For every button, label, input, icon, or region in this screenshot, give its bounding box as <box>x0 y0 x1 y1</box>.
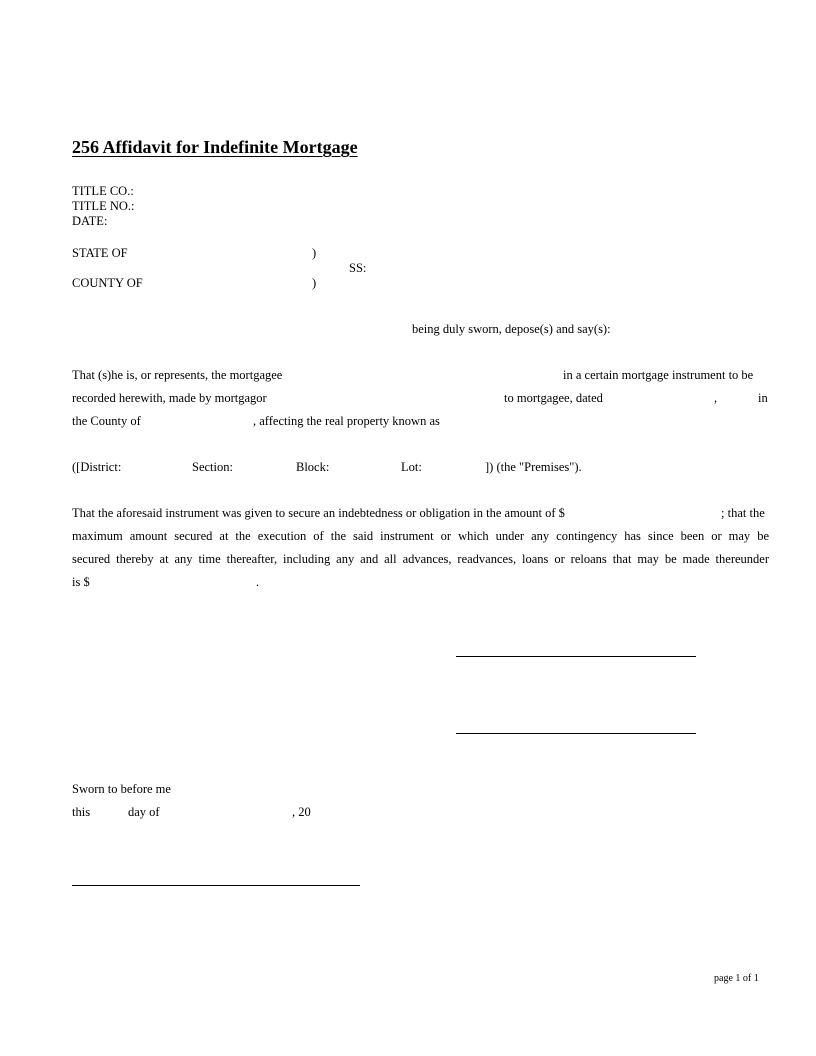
signature-line-1 <box>456 656 696 657</box>
date-label: DATE: <box>72 214 108 228</box>
venue-paren-1: ) <box>312 246 317 260</box>
para2-line3: secured thereby at any time thereafter, including any and all advances, readvances, loans or reloans that may be made thereunder <box>72 552 769 566</box>
notary-year: , 20 <box>292 805 311 819</box>
para1-line3-end: , affecting the real property known as <box>253 414 440 428</box>
notary-signature-line <box>72 885 360 886</box>
title-co-label: TITLE CO.: <box>72 184 134 198</box>
notary-day-of: day of <box>128 805 160 819</box>
district-label: ([District: <box>72 460 122 474</box>
county-of-label: COUNTY OF <box>72 276 143 290</box>
para1-line3-start: the County of <box>72 414 141 428</box>
block-label: Block: <box>296 460 330 474</box>
para1-line2-comma: , <box>714 391 718 405</box>
venue-paren-2: ) <box>312 276 317 290</box>
ss-label: SS: <box>349 261 367 275</box>
document-title: 256 Affidavit for Indefinite Mortgage <box>72 137 358 157</box>
para2-line1-end: ; that the <box>721 506 765 520</box>
para1-line2-start: recorded herewith, made by mortgagor <box>72 391 267 405</box>
page-number: page 1 of 1 <box>714 973 759 984</box>
para2-line4-start: is $ <box>72 575 90 589</box>
para1-line1-start: That (s)he is, or represents, the mortgagee <box>72 368 283 382</box>
para1-line2-end: in <box>758 391 768 405</box>
para1-line2-mid: to mortgagee, dated <box>504 391 603 405</box>
premises-end: ]) (the "Premises"). <box>485 460 582 474</box>
notary-this: this <box>72 805 91 819</box>
para1-line1-end: in a certain mortgage instrument to be <box>563 368 754 382</box>
sworn-to-before-me: Sworn to before me <box>72 782 171 796</box>
section-label: Section: <box>192 460 233 474</box>
sworn-statement: being duly sworn, depose(s) and say(s): <box>412 322 611 336</box>
para2-line1-start: That the aforesaid instrument was given to secure an indebtedness or obligation in the amount of $ <box>72 506 565 520</box>
lot-label: Lot: <box>401 460 422 474</box>
para2-line4-end: . <box>256 575 260 589</box>
state-of-label: STATE OF <box>72 246 128 260</box>
para2-line2: maximum amount secured at the execution of the said instrument or which under any contingency has since been or may be <box>72 529 769 543</box>
title-no-label: TITLE NO.: <box>72 199 135 213</box>
signature-line-2 <box>456 733 696 734</box>
